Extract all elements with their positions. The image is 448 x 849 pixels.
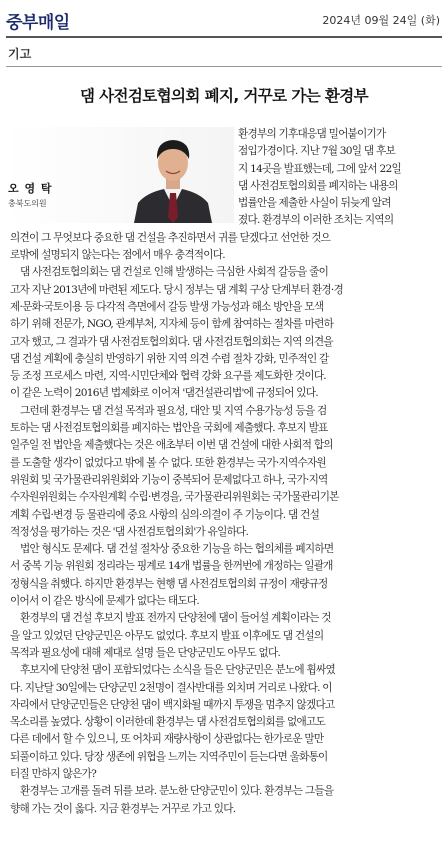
section-divider xyxy=(6,66,442,67)
article-line: 을 알고 있었던 단양군민은 아무도 없었다. 후보지 발표 이후에도 댐 건설의 xyxy=(10,629,324,642)
article-line: 를 도출할 생각이 없었다고 밖에 볼 수 없다. 또한 환경부는 국가·지역수자원 xyxy=(10,456,326,469)
article-line: 터질 만하지 않은가? xyxy=(10,767,97,780)
article-line: 후보지에 단양천 댐이 포함되었다는 소식을 들은 단양군민은 분노에 휩싸였 xyxy=(20,664,335,677)
newspaper-logo: 중부매일 xyxy=(6,13,70,33)
article-line: 이어서 이 같은 방식에 문제가 없다는 태도다. xyxy=(10,595,200,608)
article-line: 토하는 댐 사전검토협의회를 폐지하는 법안을 국회에 제출했다. 후보지 발표 xyxy=(10,422,328,435)
article-line: 지 14곳을 발표했는데, 그에 앞서 22일 xyxy=(238,162,401,175)
article-line: 계획 수립·변경 등 물관리에 중요 사항의 심의·의결이 주 기능이다. 댐 건설 xyxy=(10,508,320,521)
article-line: 이 같은 노력이 2016년 법제화로 이어져 '댐건설관리법'에 규정되어 있다. xyxy=(10,387,318,400)
article-headline: 댐 사전검토협의회 폐지, 거꾸로 가는 환경부 xyxy=(80,87,368,105)
top-divider xyxy=(6,36,442,38)
article-line: 정형식을 취했다. 하지만 환경부는 현행 댐 사전검토협의회 규정이 재량규정 xyxy=(10,577,328,590)
article-line: 다. 지난달 30일에는 단양군민 2천명이 결사반대를 외치며 거리로 나왔다. 이 xyxy=(10,681,332,694)
article-body xyxy=(0,126,440,818)
article-line: 환경부는 고개를 돌려 뒤를 보라. 분노한 단양군민이 있다. 환경부는 그들을 xyxy=(20,785,334,798)
article-line: 다른 데에서 할 수 있으니, 또 어차피 재량사항이 상관없다는 한가로운 말만 xyxy=(10,733,324,746)
article-line: 수자원위원회는 수자원계획 수립·변경을, 국가물관리위원회는 국가물관리기본 xyxy=(10,491,339,504)
publication-date: 2024년 09월 24일 (화) xyxy=(322,14,440,27)
section-label: 기고 xyxy=(8,47,32,61)
article-line: 등 조정 프로세스 마련, 지역·시민단체와 협력 강화 요구를 제도화한 것이다. xyxy=(10,370,326,383)
article-line: 위원회 및 국가물관리위원회와 기능이 중복되어 문제없다고 하나, 국가·지역 xyxy=(10,473,328,486)
masthead xyxy=(6,6,442,40)
article-line: 제·문화·국토이용 등 다각적 측면에서 갈등 발생 가능성과 해소 방안을 모색 xyxy=(10,300,324,313)
article-line: 댐 사전검토협의회는 댐 건설로 인해 발생하는 극심한 사회적 갈등을 줄이 xyxy=(20,266,329,279)
article-line: 적정성을 평가하는 것은 '댐 사전검토협의회'가 유일하다. xyxy=(10,525,249,538)
article-line: 그런데 환경부는 댐 건설 목적과 필요성, 대안 및 지역 수용가능성 등을 검 xyxy=(20,404,327,417)
article-line: 댐 건설 계획에 충실히 반영하기 위한 지역 의견 수렴 절차 강화, 민주적인 갈 xyxy=(10,352,329,365)
article-line: 일주일 전 법안을 제출했다는 것은 애초부터 이번 댐 건설에 대한 사회적 합의 xyxy=(10,439,333,452)
author-title: 충북도의원 xyxy=(8,199,47,208)
article-line: 법률안을 제출한 사실이 뒤늦게 알려 xyxy=(238,197,391,210)
author-name: 오 영 탁 xyxy=(8,182,53,195)
article-line: 점입가경이다. 지난 7월 30일 댐 후보 xyxy=(238,145,395,158)
article-line: 고자 했고, 그 결과가 댐 사전검토협의회다. 댐 사전검토협의회는 지역 의견을 xyxy=(10,335,333,348)
article-line: 환경부의 기후대응댐 밀어붙이기가 xyxy=(238,128,386,140)
article-line: 되풀이하고 있다. 당장 생존에 위협을 느끼는 지역주민이 듣는다면 울화통이 xyxy=(10,750,328,763)
article-line: 고자 지난 2013년에 마련된 제도다. 당시 정부는 댐 계획 구상 단계부터 환경·경 xyxy=(10,283,344,296)
article-line: 자리에서 단양군민들은 단양천 댐이 백지화될 때까지 투쟁을 멈추지 않겠다고 xyxy=(10,698,335,711)
article-line: 환경부의 댐 건설 후보지 발표 전까지 단양천에 댐이 들어설 계획이라는 것 xyxy=(20,612,331,625)
article-line: 로밖에 설명되지 않는다는 점에서 매우 충격적이다. xyxy=(10,249,225,262)
article-line: 향해 가는 것이 옳다. 지금 환경부는 거꾸로 가고 있다. xyxy=(10,802,236,815)
article-line: 목적과 필요성에 대해 제대로 설명 들은 단양군민도 아무도 없다. xyxy=(10,646,281,659)
article-line: 목소리를 높였다. 상황이 이러한데 환경부는 댐 사전검토협의회를 없애고도 xyxy=(10,716,325,729)
article-line: 댐 사전검토협의회를 폐지하는 내용의 xyxy=(238,179,398,192)
article-line: 서 중복 기능 위원회 정리라는 핑계로 14개 법률을 한꺼번에 개정하는 일괄개 xyxy=(10,560,333,573)
article-line: 법안 형식도 문제다. 댐 건설 절차상 중요한 기능을 하는 협의체를 폐지하면 xyxy=(20,543,334,556)
article-line: 졌다. 환경부의 이러한 조치는 지역의 xyxy=(238,214,394,227)
article-line: 하기 위해 전문가, NGO, 관계부처, 지자체 등이 함께 참여하는 절차를 마련하 xyxy=(10,318,334,331)
article-line: 의견이 그 무엇보다 중요한 댐 건설을 추진하면서 귀를 닫겠다고 선언한 것으 xyxy=(10,231,331,244)
